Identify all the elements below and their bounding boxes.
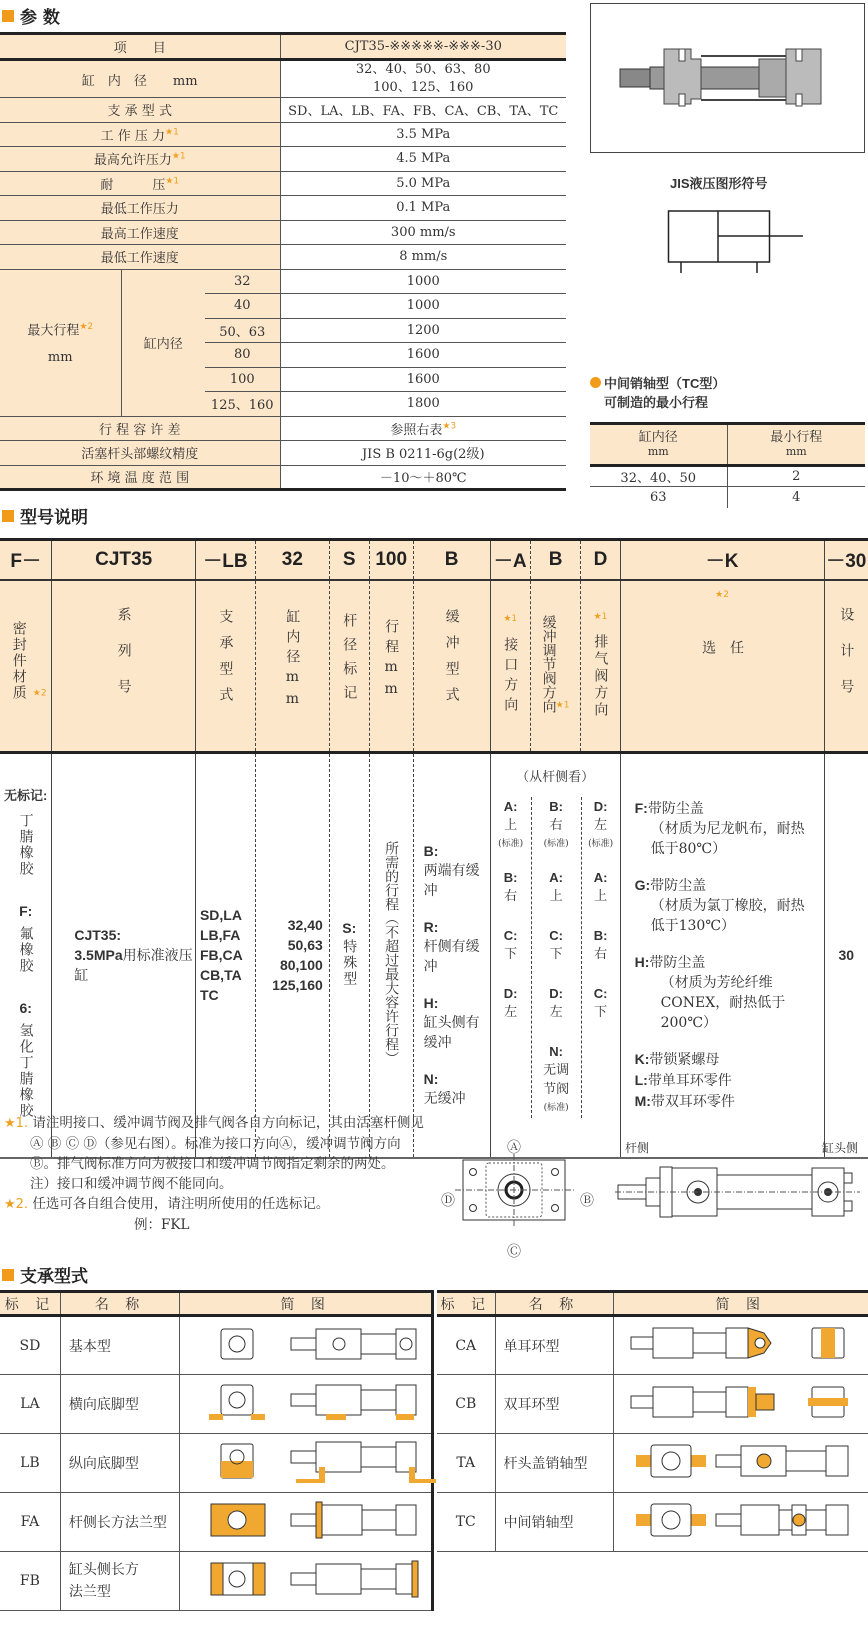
max-stroke-row: 80 1600 [0, 343, 566, 368]
mount-figure-fb [180, 1552, 433, 1611]
tc-min-stroke-table: 缸内径 mm 最小行程 mm 32、40、50 2 63 4 [590, 422, 865, 508]
cylinder-mount-icon [616, 1498, 866, 1543]
support-table-left: 标 记 名 称 简 图 SD 基本型 LA 横向底脚型 LB 纵向底脚型 FA 杆侧长方法兰型 FB 缸头侧长方法兰型 [0, 1290, 434, 1611]
max-stroke-row: 100 1600 [0, 367, 566, 392]
support-row-fb: FB 缸头侧长方法兰型 [0, 1552, 433, 1611]
max-stroke-row: 50、63 1200 [0, 318, 566, 343]
port-direction-options: A: 上 (标准) B: 右 C: 下 D: 左 [498, 799, 524, 1021]
svg-text:Ⓐ: Ⓐ [507, 1140, 521, 1156]
params-row: 活塞杆头部螺纹精度 JIS B 0211-6g(2级) [0, 441, 566, 466]
params-row: 支 承 型 式 SD、LA、LB、FA、FB、CA、CB、TA、TC [0, 98, 566, 123]
cushion-valve-direction-options: B: 右 (标准) A: 上 C: 下 D: 左 N: 无调节阀 (标准) [531, 797, 581, 1118]
jis-cylinder-symbol-icon [668, 208, 808, 273]
cylinder-mount-icon [191, 1557, 421, 1602]
cylinder-mount-icon [191, 1380, 421, 1425]
support-row-la: LA 横向底脚型 [0, 1375, 433, 1434]
cylinder-section-icon [591, 4, 863, 151]
params-row: 最高允许压力$^{★1}$ 4.5 MPa [0, 147, 566, 172]
mount-figure-cb [613, 1375, 868, 1434]
cylinder-section-diagram [590, 3, 865, 153]
bullet-dot-icon [590, 377, 601, 388]
svg-text:杆侧: 杆侧 [625, 1141, 650, 1155]
section-marker-icon [2, 510, 14, 522]
support-row-sd: SD 基本型 [0, 1316, 433, 1375]
star-icon: ★1 [165, 176, 180, 187]
support-row-tc: TC 中间销轴型 [437, 1493, 868, 1552]
params-row: 最低工作压力 0.1 MPa [0, 196, 566, 221]
section-title-model: 型号说明 [2, 503, 88, 528]
air-vent-direction-options: D: 左 (标准) A: 上 B: 右 C: 下 [581, 797, 620, 1118]
section-title-params: 参 数 [2, 3, 60, 28]
star-icon: ★1 [171, 151, 186, 162]
section-title-support: 支承型式 [2, 1262, 88, 1287]
support-table-right: 标 记 名 称 简 图 CA 单耳环型 CB 双耳环型 TA 杆头盖销轴型 TC 中间销轴型 [437, 1290, 868, 1552]
params-header-model: CJT35-※※※※※-※※※-30 [280, 34, 566, 60]
star-icon: ★1 [165, 127, 179, 138]
section-marker-icon [2, 1269, 14, 1281]
params-row: 缸 内 径 mm 32、40、50、63、80 100、125、160 [0, 60, 566, 98]
model-meaning-row: 密封件材质 $^{★2}$ 系列号 支承型式 缸内径mm 杆径标记 行程mm 缓冲型式 $^{★1}$ 接口方向 缓冲调节阀方向$^{★1}$ $^{★1}$ 排气阀方向 $^{★2}$ 任选 设计号 [0, 580, 868, 753]
params-row: 最高工作速度 300 mm/s [0, 220, 566, 245]
max-stroke-row: 125、160 1800 [0, 392, 566, 417]
params-row: 行 程 容 许 差 参照右表$^{★3}$ [0, 416, 566, 441]
support-row-ta: TA 杆头盖销轴型 [437, 1434, 868, 1493]
model-code-row: F－ CJT35 －LB 32 S 100 B －A B D －K －30 [0, 540, 868, 580]
params-row: 工 作 压 力$^{★1}$ 3.5 MPa [0, 122, 566, 147]
model-code-table [0, 538, 868, 1159]
mount-figure-tc [613, 1493, 868, 1552]
model-detail-row: 无标记: 丁腈橡胶 F: 氟橡胶 6: 氢化丁腈橡胶 CJT35: 3.5MPa用标准液压缸 SD,LA LB,FA FB,CA CB,TA TC 32,40 50,63 80,100 125,160 S: 特殊型 所需的行程（不超过最大容许行程） B: 两端有缓冲 R: 杆侧有缓冲 H: 缸头侧有缓冲 N: 无缓冲 （从杆侧看） A: 上 (标准) B: 右 C: 下 D: 左 B: 右 (标准) A: 上 C: 下 D: 左 N: 无调节阀 (标准) D: 左 (标准) A: 上 B: 右 C: 下 F:带防尘盖 （材质为尼龙帆布，耐热低于80℃） G:带防尘盖 （材质为氯丁橡胶，耐热低于130℃） H:带防尘盖 （材质为芳纶纤维CONEX，耐热低于200℃） K:带锁紧螺母 L:带单耳环零件 M:带双耳环零件 30 [0, 753, 868, 1158]
star-icon: ★2 [79, 322, 94, 333]
mount-figure-ta [613, 1434, 868, 1493]
tc-row: 32、40、50 2 [590, 466, 865, 487]
mount-figure-ca [613, 1316, 868, 1375]
jis-symbol-title: JIS液压图形符号 [670, 176, 768, 191]
mount-figure-la [180, 1375, 433, 1434]
direction-diagram-icon [440, 1130, 868, 1260]
tc-table-title: 中间销轴型（TC型） 可制造的最小行程 [590, 374, 725, 412]
support-row-ca: CA 单耳环型 [437, 1316, 868, 1375]
svg-text:缸头侧: 缸头侧 [821, 1141, 859, 1155]
params-row: 耐 压$^{★1}$ 5.0 MPa [0, 171, 566, 196]
cylinder-mount-icon [616, 1321, 866, 1366]
support-row-lb: LB 纵向底脚型 [0, 1434, 433, 1493]
star-icon: ★3 [442, 421, 457, 432]
params-row: 最低工作速度 8 mm/s [0, 245, 566, 270]
svg-text:Ⓓ: Ⓓ [441, 1193, 455, 1209]
section-marker-icon [2, 10, 14, 22]
cylinder-mount-icon [616, 1380, 866, 1425]
params-header-row [0, 34, 566, 60]
tc-row: 63 4 [590, 487, 865, 508]
support-row-fa: FA 杆侧长方法兰型 [0, 1493, 433, 1552]
params-row: 环 境 温 度 范 围 －10～＋80℃ [0, 465, 566, 490]
cylinder-mount-icon [191, 1321, 421, 1366]
footnotes: ★1. 请注明接口、缓冲调节阀及排气阀各自方向标记，其由活塞杆侧见Ⓐ Ⓑ Ⓒ Ⓓ（参见右图）。标准为接口方向Ⓐ，缓冲调节阀方向Ⓑ。排气阀标准方向为被接口和缓冲调节阀指定剩余的两处。 注）接口和缓冲调节阀不能同向。 ★2. 任选可各自组合使用，请注明所使用的任选标记。 例：FKL [4, 1115, 424, 1233]
mount-figure-lb [180, 1434, 433, 1493]
cylinder-mount-icon [191, 1498, 421, 1543]
mount-figure-fa [180, 1493, 433, 1552]
support-row-cb: CB 双耳环型 [437, 1375, 868, 1434]
cylinder-mount-icon [191, 1439, 421, 1484]
max-stroke-row: 40 1000 [0, 294, 566, 319]
mount-figure-sd [180, 1316, 433, 1375]
params-table [0, 32, 566, 491]
params-header-item: 项 目 [0, 34, 280, 60]
svg-text:Ⓑ: Ⓑ [580, 1193, 594, 1209]
max-stroke-row: 最大行程$^{★2}$ mm 缸内径 32 1000 [0, 269, 566, 294]
svg-text:Ⓒ: Ⓒ [507, 1244, 521, 1260]
cylinder-mount-icon [616, 1439, 866, 1484]
